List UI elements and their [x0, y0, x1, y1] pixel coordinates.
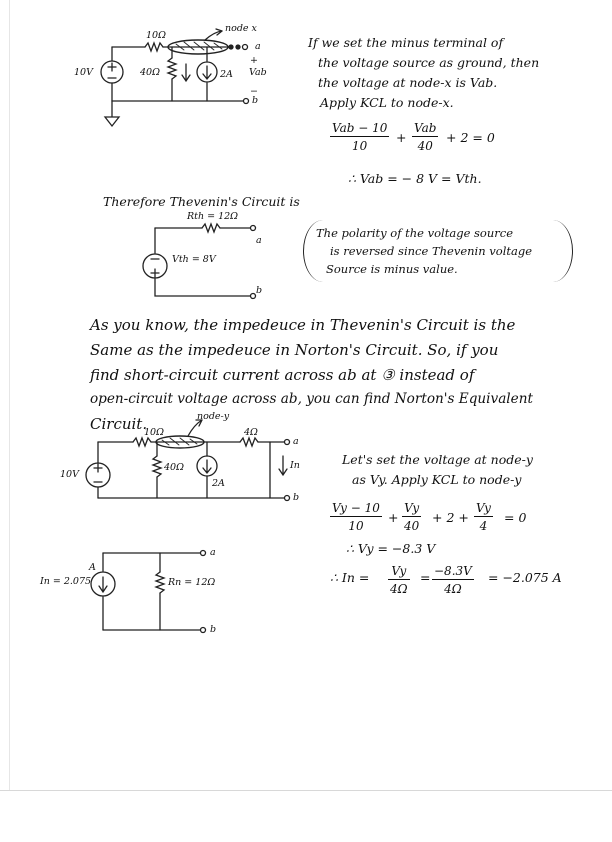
thevenin-heading: Therefore Thevenin's Circuit is [103, 194, 300, 209]
label-cs: 2A [220, 69, 233, 80]
in-arrow [279, 456, 287, 475]
note2-line2: as Vy. Apply KCL to node-y [352, 472, 522, 487]
polarity-line1: The polarity of the voltage source [316, 226, 514, 240]
node-y-arrow [188, 420, 202, 436]
eq1-frac1: Vab − 10 10 [332, 121, 388, 153]
paragraph-line4: open-circuit voltage across ab, you can find Norton's Equivalent [90, 391, 533, 407]
resistor-4-ohm [240, 438, 258, 446]
eq2-in-eq: = [420, 570, 431, 585]
note2-line1: Let's set the voltage at node-y [342, 452, 533, 467]
label-r2: 40Ω [140, 67, 160, 78]
label-rth: Rth = 12Ω [187, 211, 239, 222]
scan-edge-bottom [0, 790, 612, 791]
scan-edge-left [9, 0, 10, 790]
label-b1: b [252, 95, 259, 106]
resistor-40-ohm-2 [153, 456, 161, 477]
eq2-plus1: + [388, 510, 399, 525]
label-rn: Rn = 12Ω [168, 577, 216, 588]
label-c2-r1: 10Ω [144, 427, 164, 438]
label-node-x: node x [225, 23, 257, 34]
label-c2-cs: 2A [212, 478, 225, 489]
norton-circuit [91, 551, 206, 633]
note1-line4: Apply KCL to node-x. [320, 95, 454, 110]
polarity-line3: Source is minus value. [326, 262, 458, 276]
label-source: 10V [74, 67, 93, 78]
eq2-tail: = 0 [504, 510, 527, 525]
label-a1: a [255, 41, 261, 52]
label-node-y: node-y [197, 411, 230, 422]
eq1-frac2: Vab 40 [414, 121, 437, 153]
current-arrow-40 [182, 64, 190, 81]
label-c2-src: 10V [60, 469, 79, 480]
note1-line1: If we set the minus terminal of [308, 35, 504, 50]
label-vth: Vth = 8V [172, 254, 216, 265]
label-b2: b [256, 285, 263, 296]
resistor-10-ohm-2 [133, 438, 151, 446]
label-c2-r3: 4Ω [244, 427, 258, 438]
resistor-40-ohm [168, 58, 176, 79]
polarity-line2: is reversed since Thevenin voltage [330, 244, 533, 258]
label-minus1: − [250, 86, 258, 97]
eq2-in-result: = −2.075 A [488, 570, 562, 585]
label-a3: a [293, 436, 299, 447]
eq2-plus2: + 2 + [432, 510, 469, 525]
paragraph-line1: As you know, the impedeuce in Thevenin's Circuit is the [90, 316, 516, 334]
label-a2: a [256, 235, 262, 246]
note1-line3: the voltage at node-x is Vab. [318, 75, 498, 90]
paragraph-line5: Circuit. [90, 415, 148, 433]
eq2-in-lhs: ∴ In = [330, 570, 370, 585]
note1-line2: the voltage source as ground, then [318, 55, 540, 70]
eq1-plus: + [396, 130, 407, 145]
eq2-in-frac2: $\frac{-8.3V}{4\Omega}$ [434, 564, 472, 596]
label-norton-amp: A [89, 562, 96, 573]
label-c2-in: In [290, 460, 300, 471]
label-vab: Vab [249, 67, 267, 78]
paragraph-line2: Same as the impedeuce in Norton's Circuit. So, if you [90, 341, 499, 359]
label-a4: a [210, 547, 216, 558]
label-b4: b [210, 624, 217, 635]
resistor-rth [202, 224, 220, 232]
resistor-rn [156, 572, 164, 593]
eq2-in-frac1: $\frac{Vy}{4\Omega}$ [390, 564, 408, 596]
label-b3: b [293, 492, 300, 503]
eq1-result: ∴ Vab = − 8 V = Vth. [348, 171, 482, 186]
eq2-frac2: $\frac{Vy}{40}$ [404, 501, 420, 533]
label-plus1: + [250, 55, 258, 66]
paragraph-line3: find short-circuit current across ab at ③ instead of [90, 366, 475, 384]
label-r1: 10Ω [146, 30, 166, 41]
eq2-frac3: $\frac{Vy}{4}$ [476, 501, 491, 533]
label-c2-r2: 40Ω [164, 462, 184, 473]
ground-symbol [105, 101, 119, 126]
eq1-rest: + 2 = 0 [446, 130, 495, 145]
label-norton-in: In = 2.075 [40, 576, 92, 587]
resistor-10-ohm [145, 43, 163, 51]
eq2-frac1: $\frac{Vy - 10}{10}$ [332, 501, 380, 533]
eq2-vy: ∴ Vy = −8.3 V [346, 541, 436, 556]
